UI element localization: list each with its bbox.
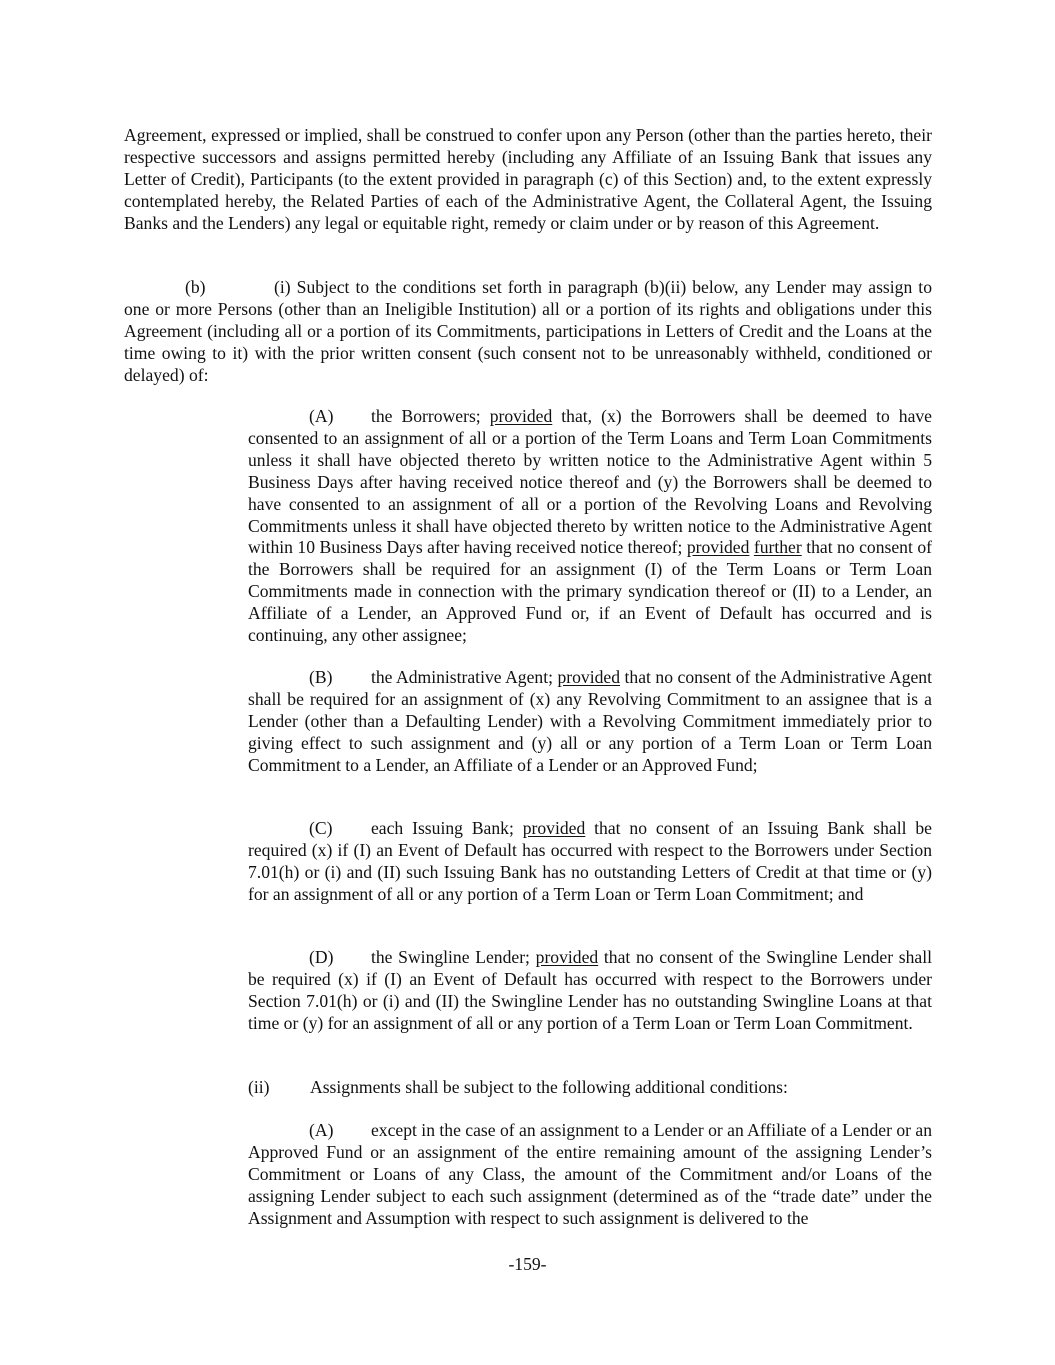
paragraph-b-D-label: (D) [309,947,334,967]
paragraph-b-B-text1: the Administrative Agent; [371,667,553,687]
provided-term: provided [522,818,586,838]
paragraph-b-D-text1: the Swingline Lender; [371,947,530,967]
provided-term: provided [489,406,553,426]
paragraph-ii-text: Assignments shall be subject to the following additional conditions: [310,1077,788,1097]
paragraph-b-text: (i) Subject to the conditions set forth in paragraph (b)(ii) below, any Lender may assign to one or more Persons (other than an Ineligible Institution) all or a portion of its rights and obligations under this Agreement (including all or a portion of its Commitments, participations in Letters of Credit and the Loans at the time owing to it) with the prior written consent (such consent not to be unreasonably withheld, conditioned or delayed) of: [124,277,932,385]
paragraph-b-C [248,818,932,906]
paragraph-b-B-text2: that no consent of the Administrative Agent shall be required for an assignment of (x) any Revolving Commitment to an assignee that is a Lender (other than a Defaulting Lender) with a Revolving Commitment immediately prior to giving effect to such assignment and (y) all or any portion of a Term Loan or Term Loan Commitment to a Lender, an Affiliate of a Lender or an Approved Fund; [248,667,932,775]
paragraph-b-C-text1: each Issuing Bank; [371,818,514,838]
paragraph-b-D [248,947,932,1035]
page-number: -159- [508,1254,547,1274]
provided-term: provided [535,947,599,967]
paragraph-b-A-text3: that no consent of the Borrowers shall be required for an assignment (I) of the Term Loans or Term Loan Commitments made in connection with the primary syndication thereof or (II) to a Lender, an Affiliate of a Lender, an Approved Fund or, if an Event of Default has occurred and is continuing, any other assignee; [248,537,932,646]
paragraph-ii-A-label: (A) [309,1120,334,1140]
provided-term: provided [557,667,621,687]
paragraph-b-C-label: (C) [309,818,333,838]
paragraph-b [124,277,932,387]
paragraph-ii [248,1077,932,1099]
paragraph-b-B [248,667,932,777]
paragraph-ii-label: (ii) [248,1077,270,1097]
provided-term: provided [686,537,750,558]
intro-paragraph [124,125,932,235]
paragraph-b-A-text1: the Borrowers; [371,406,481,426]
paragraph-b-A-label: (A) [309,406,334,426]
paragraph-b-D-text2: that no consent of the Swingline Lender shall be required (x) if (I) an Event of Default has occurred with respect to the Borrowers under Section 7.01(h) or (i) and (II) the Swingline Lender has no outstanding Swingline Loans at that time or (y) for an assignment of all or any portion of a Term Loan or Term Loan Commitment. [248,947,932,1033]
paragraph-ii-A-text: except in the case of an assignment to a Lender or an Affiliate of a Lender or an Approved Fund or an assignment of the entire remaining amount of the assigning Lender’s Commitment or Loans of any Class, the amount of the Commitment and/or Loans of the assigning Lender subject to each such assignment (determined as of the “trade date” under the Assignment and Assumption with respect to such assignment is delivered to the [248,1120,932,1228]
paragraph-ii-A [248,1120,932,1230]
paragraph-b-A-text2: that, (x) the Borrowers shall be deemed to have consented to an assignment of all or a portion of the Term Loans and Term Loan Commitments unless it shall have objected thereto by written notice to the Administrative Agent within 5 Business Days after having received notice thereof and (y) the Borrowers shall be deemed to have consented to an assignment of all or a portion of the Revolving Loans and Revolving Commitments unless it shall have objected thereto by written notice to the Administrative Agent within 10 Business Days after having received notice thereof; [248,406,932,558]
paragraph-b-label: (b) [185,277,206,297]
intro-paragraph-text: Agreement, expressed or implied, shall be construed to confer upon any Person (other than the parties hereto, their respective successors and assigns permitted hereby (including any Affiliate of an Issuing Bank that issues any Letter of Credit), Participants (to the extent provided in paragraph (c) of this Section) and, to the extent expressly contemplated hereby, the Related Parties of each of the Administrative Agent, the Collateral Agent, the Issuing Banks and the Lenders) any legal or equitable right, remedy or claim under or by reason of this Agreement. [124,125,932,233]
further-term: further [753,537,802,558]
paragraph-b-B-label: (B) [309,667,333,687]
paragraph-b-C-text2: that no consent of an Issuing Bank shall be required (x) if (I) an Event of Default has occurred with respect to the Borrowers under Section 7.01(h) or (i) and (II) such Issuing Bank has no outstanding Letters of Credit at that time or (y) for an assignment of all or any portion of a Term Loan or Term Loan Commitment; and [248,818,932,904]
paragraph-b-A [248,406,932,647]
